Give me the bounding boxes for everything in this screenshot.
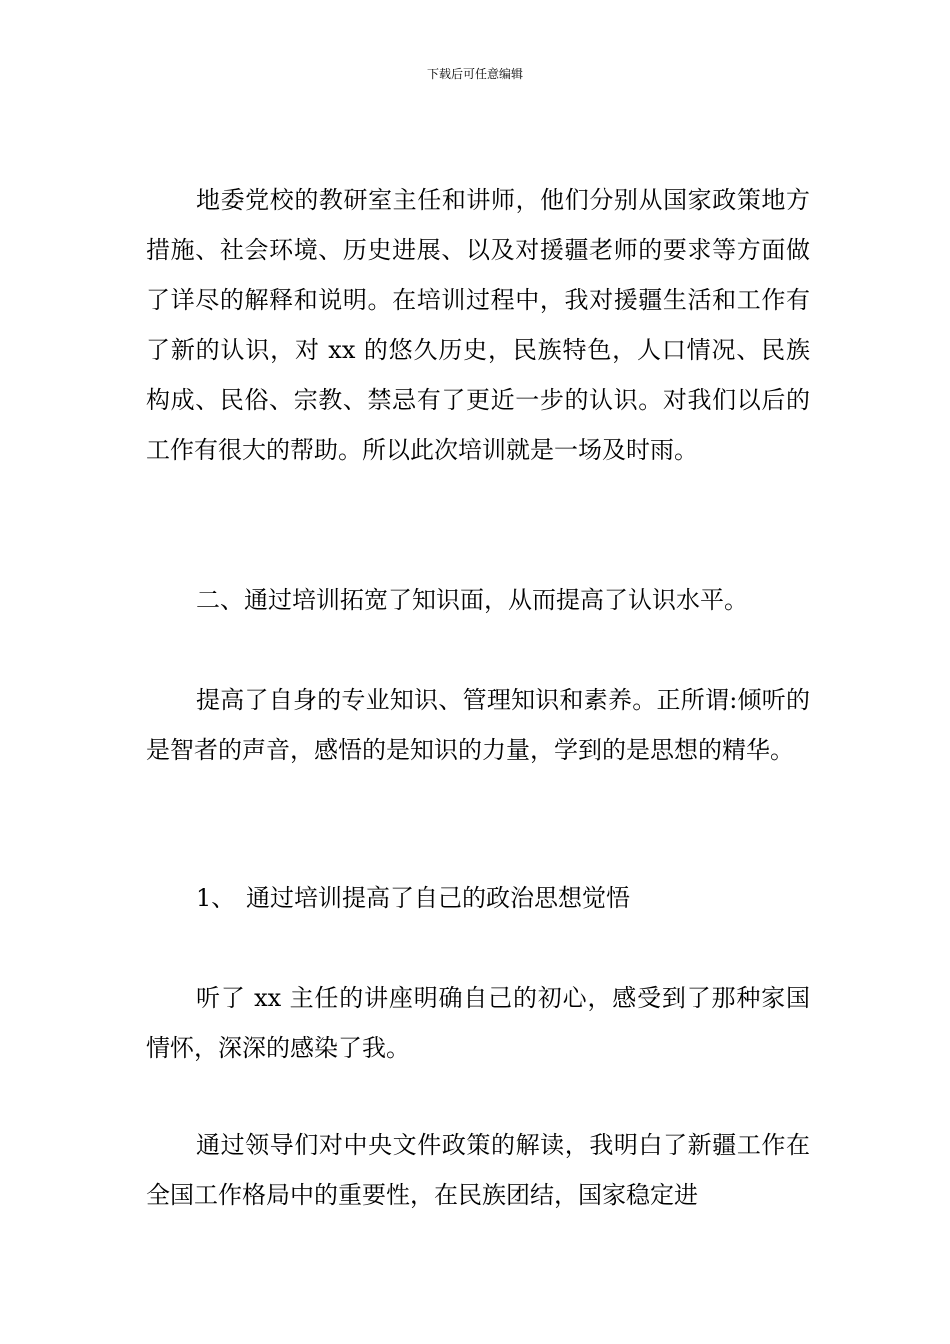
body-paragraph-1: 地委党校的教研室主任和讲师，他们分别从国家政策地方措施、社会环境、历史进展、以及对援疆老师的要求等方面做了详尽的解释和说明。在培训过程中，我对援疆生活和工作有了新的认识，对 xx 的悠久历史，民族特色，人口情况、民族构成、民俗、宗教、禁忌有了更近一步的认识。对我们以后的工作有很大的帮助。所以此次培训就是一场及时雨。: [146, 186, 810, 464]
heading-text: 通过培训提高了自己的政治思想觉悟: [246, 884, 630, 912]
numbered-heading: [146, 873, 810, 923]
body-paragraph-3: 听了 xx 主任的讲座明确自己的初心，感受到了那种家国情怀，深深的感染了我。: [146, 984, 810, 1062]
page-header: 下载后可任意编辑: [426, 67, 523, 81]
section-heading: 二、通过培训拓宽了知识面，从而提高了认识水平。: [196, 586, 748, 614]
body-paragraph-2: 提高了自身的专业知识、管理知识和素养。正所谓:倾听的是智者的声音，感悟的是知识的力量，学到的是思想的精华。: [146, 686, 810, 764]
body-paragraph-4: 通过领导们对中央文件政策的解读，我明白了新疆工作在全国工作格局中的重要性，在民族团结，国家稳定进: [146, 1131, 810, 1209]
heading-number: 1、: [196, 884, 236, 912]
